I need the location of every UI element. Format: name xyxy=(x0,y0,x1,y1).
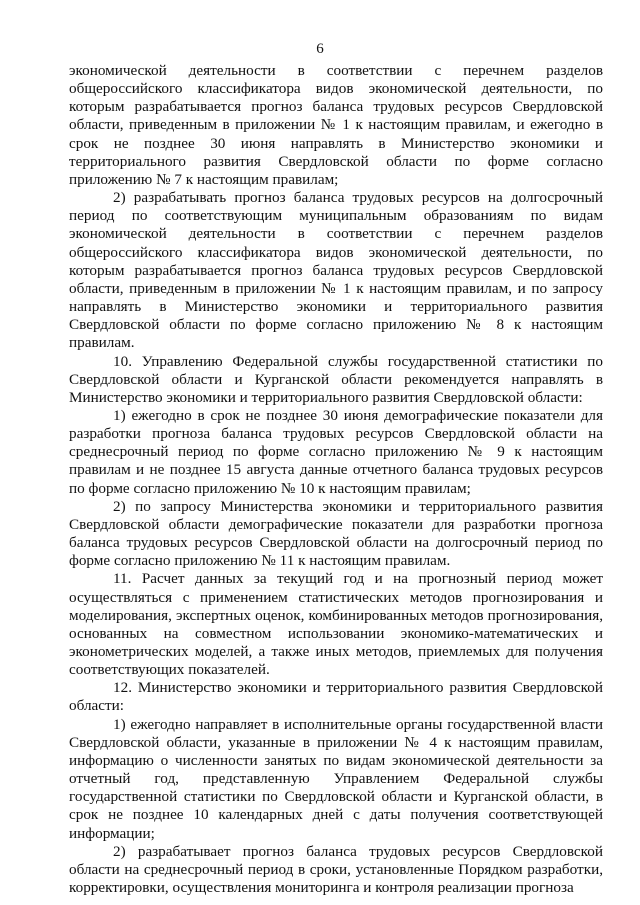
paragraph-continuation: экономической деятельности в соответствии с перечнем разделов общероссийского классификатора видов экономической деятельности, по которым разрабатывается прогноз баланса трудовых ресурсов Свердловской области, приведенным в приложении № 1 к настоящим правилам, и ежегодно в срок не позднее 30 июня направлять в Министерство экономики и территориального развития Свердловской области по форме согласно приложению № 7 к настоящим правилам; xyxy=(69,62,603,188)
paragraph-section-11: 11. Расчет данных за текущий год и на прогнозный период может осуществляться с применением статистических методов прогнозирования и моделирования, экспертных оценок, комбинированных методов прогнозирования, основанных на совместном использовании экономико-математических и эконометрических моделей, а также иных методов, приемлемых для получения соответствующих показателей. xyxy=(69,570,603,679)
paragraph-section-10-item-2: 2) по запросу Министерства экономики и территориального развития Свердловской области демографические показатели для разработки прогноза баланса трудовых ресурсов Свердловской области на долгосрочный период по форме согласно приложению № 11 к настоящим правилам. xyxy=(69,497,603,570)
paragraph-section-12-item-2: 2) разрабатывает прогноз баланса трудовых ресурсов Свердловской области на среднесрочный период в сроки, установленные Порядком разработки, корректировки, осуществления мониторинга и контроля реализации прогноза xyxy=(69,842,603,897)
page-number: 6 xyxy=(316,41,324,57)
paragraph-section-10: 10. Управлению Федеральной службы государственной статистики по Свердловской области и Курганской области рекомендуется направлять в Министерство экономики и территориального развития Свердловской области: xyxy=(69,352,603,406)
paragraph-section-12: 12. Министерство экономики и территориального развития Свердловской области: xyxy=(69,679,603,715)
paragraph-item-2-long-term-forecast: 2) разрабатывать прогноз баланса трудовых ресурсов на долгосрочный период по соответствующим муниципальным образованиям по видам экономической деятельности в соответствии с перечнем разделов общероссийского классификатора видов экономической деятельности, по которым разрабатывается прогноз баланса трудовых ресурсов Свердловской области, приведенным в приложении № 1 к настоящим правилам, и по запросу направлять в Министерство экономики и территориального развития Свердловской области по форме согласно приложению № 8 к настоящим правилам. xyxy=(69,189,603,352)
document-body xyxy=(69,62,603,897)
paragraph-section-12-item-1: 1) ежегодно направляет в исполнительные органы государственной власти Свердловской области, указанные в приложении № 4 к настоящим правилам, информацию о численности занятых по видам экономической деятельности за отчетный год, представленную Управлением Федеральной службы государственной статистики по Свердловской области и Курганской области, в срок не позднее 10 календарных дней с даты получения соответствующей информации; xyxy=(69,715,603,842)
paragraph-section-10-item-1: 1) ежегодно в срок не позднее 30 июня демографические показатели для разработки прогноза баланса трудовых ресурсов Свердловской области на среднесрочный период по форме согласно приложению № 9 к настоящим правилам и не позднее 15 августа данные отчетного баланса трудовых ресурсов по форме согласно приложению № 10 к настоящим правилам; xyxy=(69,406,603,497)
